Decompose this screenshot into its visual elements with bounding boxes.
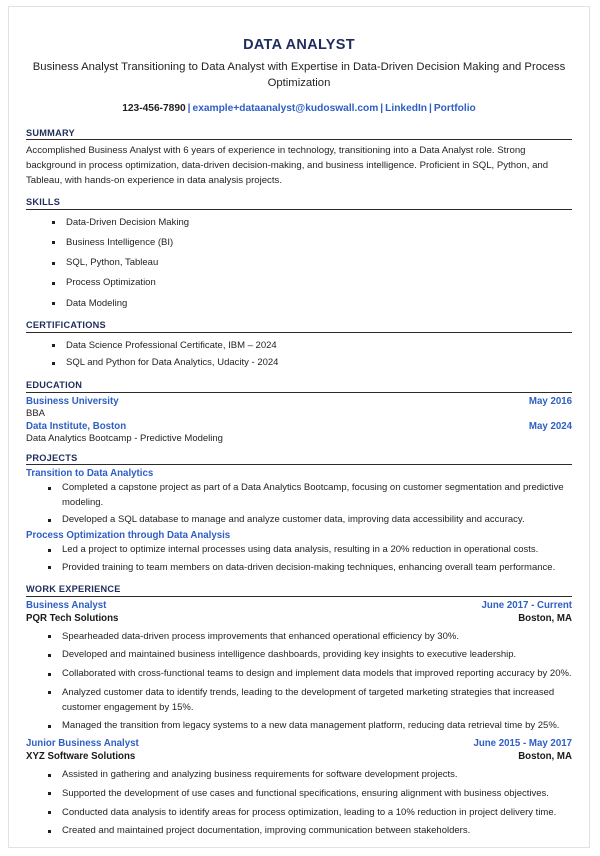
section-heading-skills: SKILLS <box>26 197 572 210</box>
list-item: Spearheaded data-driven process improvements that enhanced operational efficiency by 30%. <box>46 630 572 645</box>
section-certifications <box>26 320 572 371</box>
skills-list <box>26 216 572 312</box>
project-title: Transition to Data Analytics <box>26 468 154 480</box>
summary-text: Accomplished Business Analyst with 6 years of experience in technology, transitioning into a Data Analyst role. Strong background in process optimization, data-driven decision-making, and business intelligence. Proficient in SQL, Python, and Tableau, with hands-on experience in data analysis projects. <box>26 145 549 186</box>
work-experience-entry <box>26 738 572 839</box>
project-entry <box>26 468 572 528</box>
education-institution: Data Institute, Boston <box>26 420 127 432</box>
job-location: Boston, MA <box>518 751 572 763</box>
section-heading-certifications: CERTIFICATIONS <box>26 320 572 333</box>
list-item: Managed the transition from legacy systems to a new data management platform, reducing data retrieval time by 25%. <box>46 719 572 734</box>
list-item: Led a project to optimize internal processes using data analysis, resulting in a 20% reduction in operational costs. <box>46 543 572 558</box>
list-item: SQL, Python, Tableau <box>50 256 572 271</box>
list-item: Analyzed customer data to identify trends, leading to the development of targeted marketing strategies that increased customer engagement by 15%. <box>46 686 572 715</box>
education-date: May 2024 <box>528 420 572 432</box>
job-dates: June 2015 - May 2017 <box>473 738 572 750</box>
section-heading-work-experience: WORK EXPERIENCE <box>26 584 572 597</box>
phone-number: 123-456-7890 <box>122 102 186 114</box>
section-work-experience <box>26 584 572 839</box>
education-entry-header <box>26 396 572 407</box>
contact-separator-1: | <box>187 102 191 114</box>
work-experience-entry <box>26 600 572 734</box>
project-bullets <box>26 481 572 528</box>
work-title-row <box>26 738 572 749</box>
list-item: Collaborated with cross-functional teams to design and implement data models that improved reporting accuracy by 20%. <box>46 667 572 682</box>
list-item: Completed a capstone project as part of a Data Analytics Bootcamp, focusing on customer segmentation and predictive modeling. <box>46 481 572 510</box>
work-company-row <box>26 751 572 762</box>
list-item: Data-Driven Decision Making <box>50 216 572 231</box>
list-item: Developed and maintained business intelligence dashboards, providing key insights to executive leadership. <box>46 648 572 663</box>
section-heading-projects: PROJECTS <box>26 453 572 466</box>
company-name: XYZ Software Solutions <box>26 751 136 763</box>
education-degree: Data Analytics Bootcamp - Predictive Modeling <box>26 432 223 444</box>
list-item: Developed a SQL database to manage and analyze customer data, improving data accessibility and accuracy. <box>46 513 572 528</box>
list-item: SQL and Python for Data Analytics, Udacity - 2024 <box>50 356 572 371</box>
education-entry <box>26 396 572 419</box>
section-skills <box>26 197 572 311</box>
education-institution: Business University <box>26 395 119 407</box>
work-company-row <box>26 613 572 624</box>
job-dates: June 2017 - Current <box>481 599 572 611</box>
contact-separator-3: | <box>429 102 432 114</box>
list-item: Data Science Professional Certificate, IBM – 2024 <box>50 339 572 354</box>
education-entry <box>26 421 572 444</box>
list-item: Process Optimization <box>50 276 572 291</box>
list-item: Assisted in gathering and analyzing business requirements for software development projects. <box>46 768 572 783</box>
work-bullets <box>26 768 572 839</box>
contact-separator-2: | <box>380 102 384 114</box>
email-link[interactable]: example+dataanalyst@kudoswall.com <box>192 102 379 114</box>
section-education <box>26 380 572 444</box>
education-date: May 2016 <box>528 395 572 407</box>
list-item: Supported the development of use cases and functional specifications, ensuring alignment with business objectives. <box>46 787 572 802</box>
list-item: Data Modeling <box>50 297 572 312</box>
resume-content <box>9 7 589 839</box>
resume-page <box>8 6 590 848</box>
education-degree: BBA <box>26 407 46 419</box>
project-bullets <box>26 543 572 575</box>
linkedin-link[interactable]: LinkedIn <box>385 102 428 114</box>
contact-line <box>26 103 572 114</box>
company-name: PQR Tech Solutions <box>26 612 119 624</box>
section-heading-education: EDUCATION <box>26 380 572 393</box>
list-item: Created and maintained project documentation, improving communication between stakeholders. <box>46 824 572 839</box>
list-item: Conducted data analysis to identify areas for process optimization, leading to a 10% reduction in project delivery time. <box>46 806 572 821</box>
section-summary <box>26 128 572 188</box>
section-heading-summary: SUMMARY <box>26 128 572 141</box>
portfolio-link[interactable]: Portfolio <box>433 102 476 114</box>
list-item: Business Intelligence (BI) <box>50 236 572 251</box>
section-projects <box>26 453 572 576</box>
education-entry-header <box>26 421 572 432</box>
page-title: DATA ANALYST <box>243 37 355 53</box>
project-title: Process Optimization through Data Analysis <box>26 530 231 542</box>
work-title-row <box>26 600 572 611</box>
project-entry <box>26 530 572 575</box>
job-title: Junior Business Analyst <box>26 738 139 750</box>
job-location: Boston, MA <box>518 612 572 624</box>
job-title: Business Analyst <box>26 599 107 611</box>
work-bullets <box>26 630 572 734</box>
list-item: Provided training to team members on data-driven decision-making techniques, enhancing overall team performance. <box>46 561 572 576</box>
headline-subtitle: Business Analyst Transitioning to Data Analyst with Expertise in Data-Driven Decision Making and Process Optimization <box>32 61 566 89</box>
resume-header <box>26 37 572 114</box>
certifications-list <box>26 339 572 371</box>
